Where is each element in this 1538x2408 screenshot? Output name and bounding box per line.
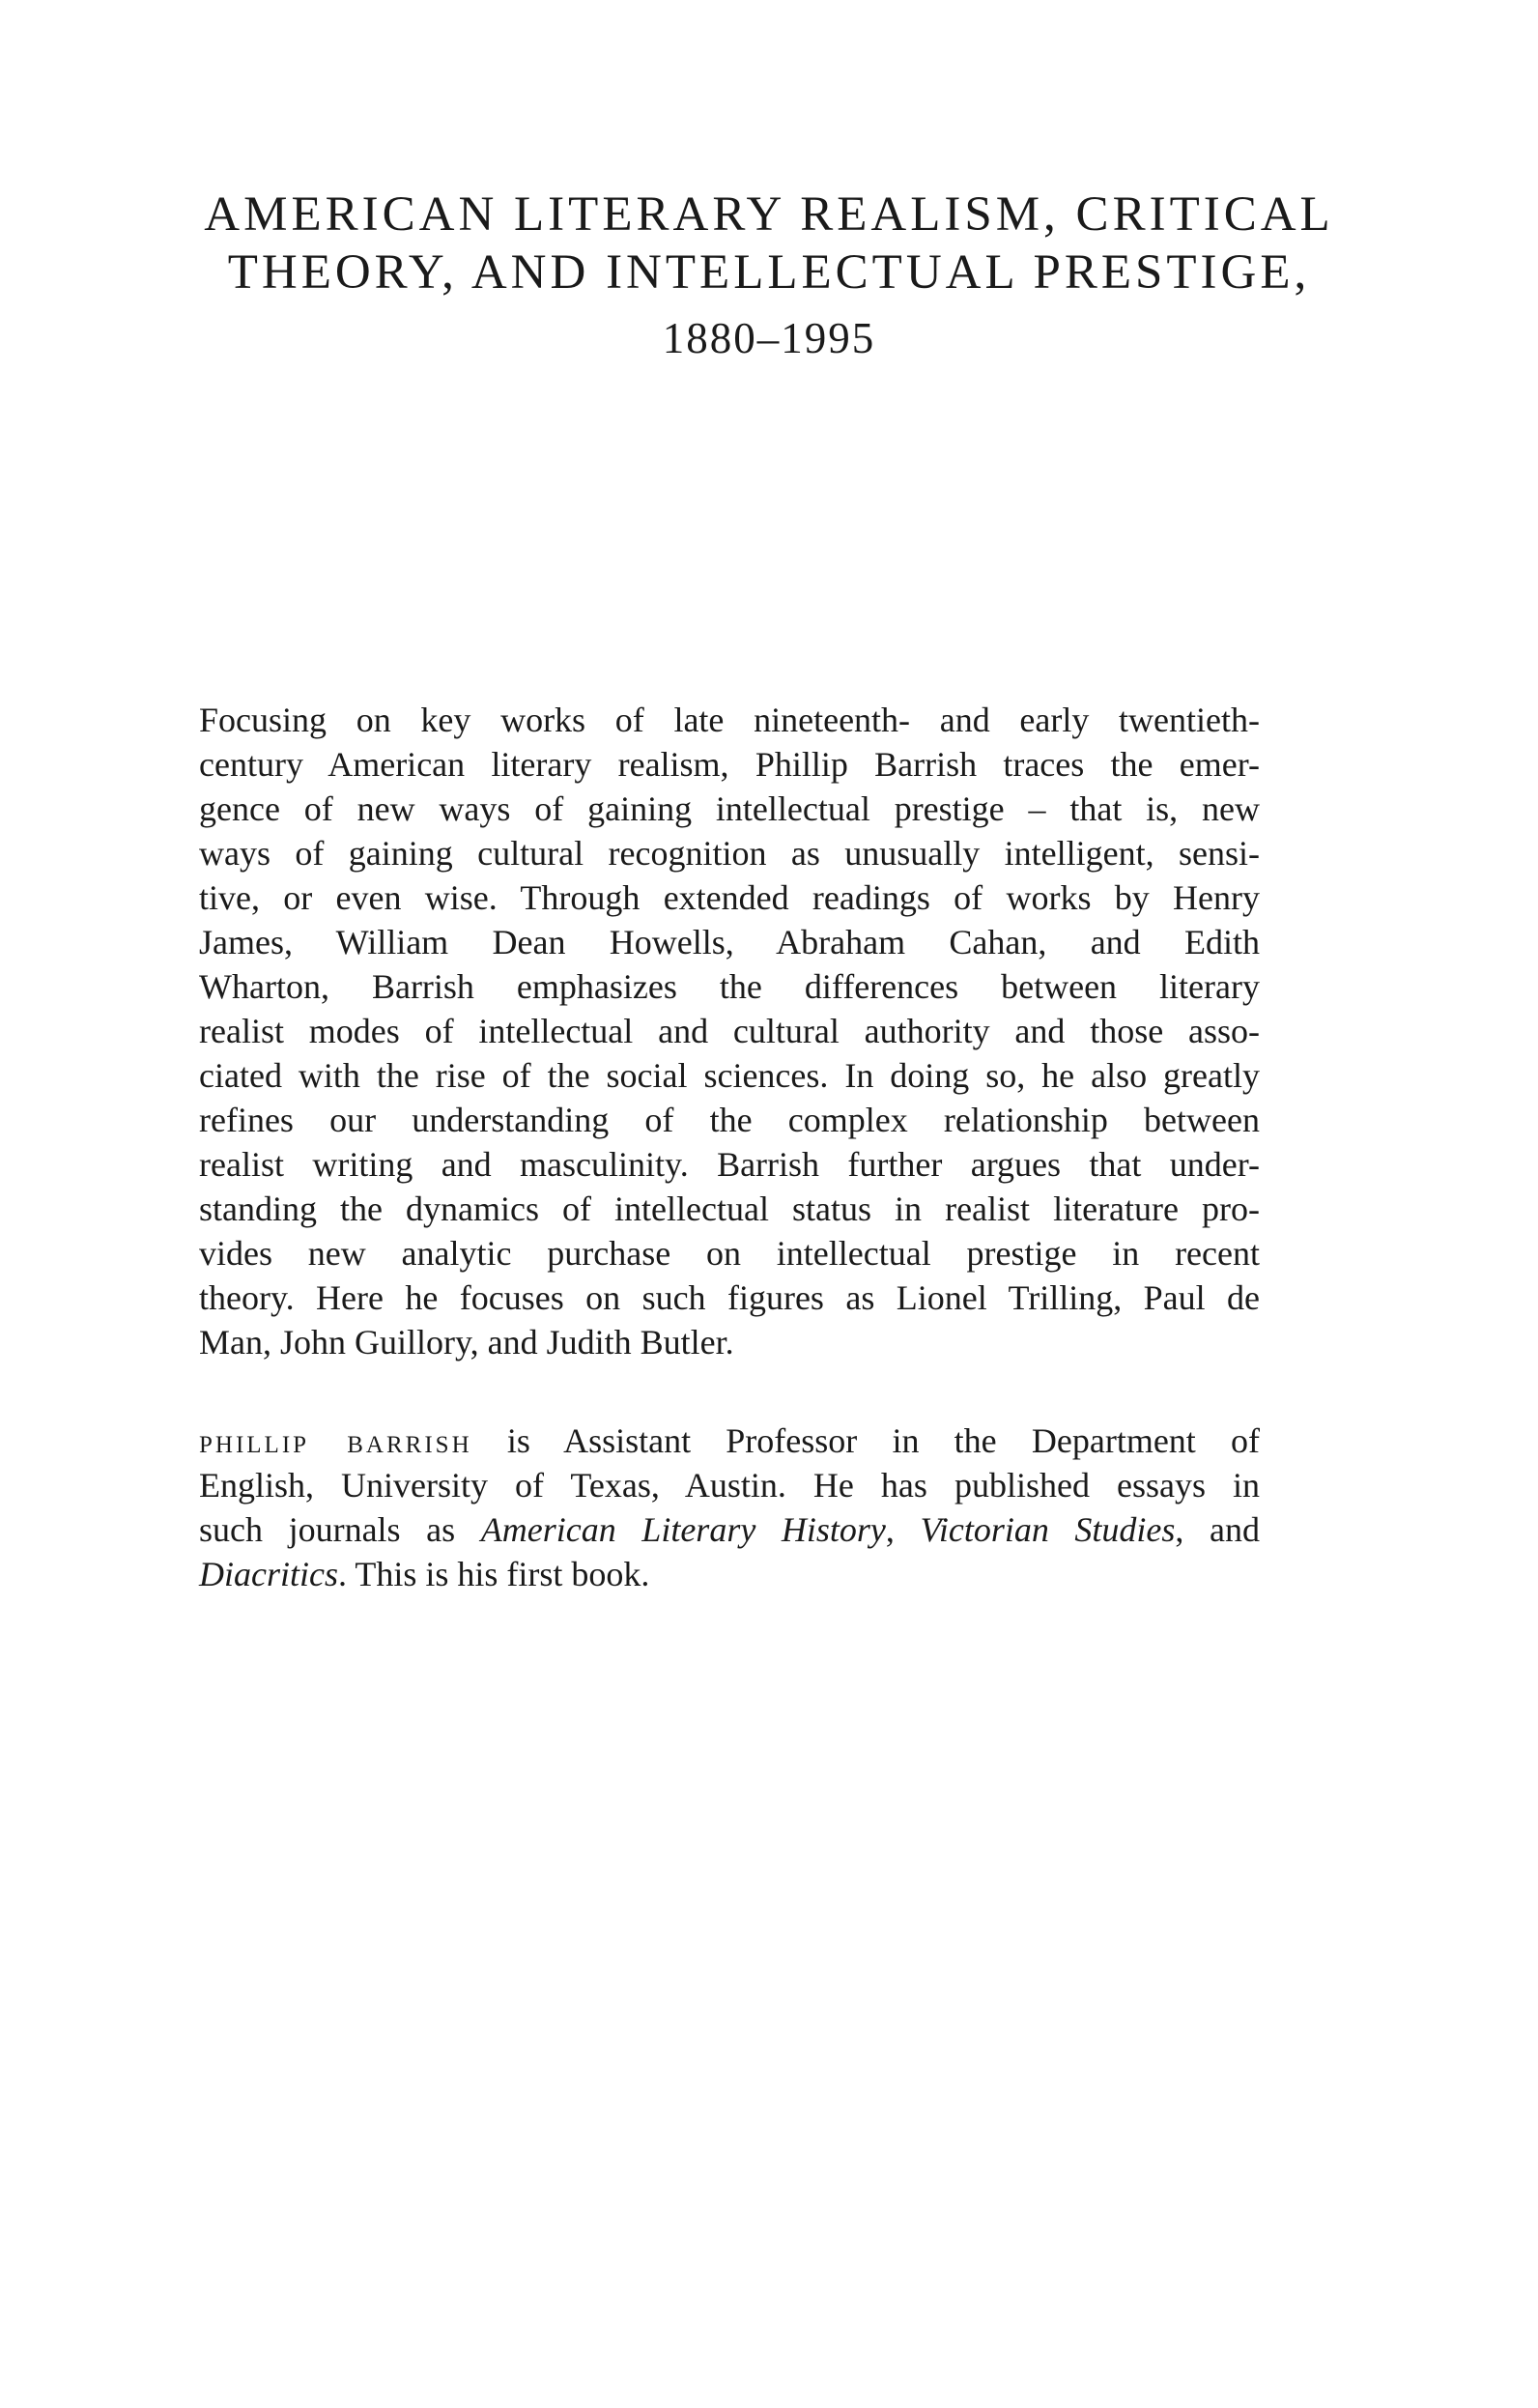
author-bio (199, 1419, 1260, 1596)
description-line: James, William Dean Howells, Abraham Cahan, and Edith (199, 923, 1260, 961)
title-line-1: AMERICAN LITERARY REALISM, CRITICAL (204, 187, 1334, 242)
journal-title: Diacritics (199, 1555, 338, 1593)
description-line: Wharton, Barrish emphasizes the differences between literary (199, 967, 1260, 1006)
description-line: century American literary realism, Phillip Barrish traces the emer- (199, 745, 1260, 784)
journal-title: Victorian Studies (920, 1510, 1176, 1549)
book-description (199, 698, 1260, 1364)
bio-line-4 (199, 1552, 1260, 1596)
bio-line-4-text: . This is his first book. (337, 1555, 650, 1593)
bio-line-2: English, University of Texas, Austin. He has published essays in (199, 1466, 1260, 1505)
description-line: gence of new ways of gaining intellectual prestige – that is, new (199, 789, 1260, 828)
description-line: vides new analytic purchase on intellectual prestige in recent (199, 1234, 1260, 1273)
bio-line-1-text: is Assistant Professor in the Department of (471, 1421, 1260, 1460)
author-name: phillip barrish (199, 1421, 472, 1460)
journal-title: American Literary History (480, 1510, 886, 1549)
description-line: refines our understanding of the complex relationship between (199, 1101, 1260, 1139)
description-line: ways of gaining cultural recognition as unusually intelligent, sensi- (199, 834, 1260, 873)
book-title (0, 186, 1538, 367)
description-line: realist writing and masculinity. Barrish further argues that under- (199, 1145, 1260, 1184)
description-line: ciated with the rise of the social sciences. In doing so, he also greatly (199, 1056, 1260, 1095)
separator: , and (1175, 1510, 1260, 1549)
title-line-2: THEORY, AND INTELLECTUAL PRESTIGE, (227, 245, 1311, 300)
description-line: standing the dynamics of intellectual status in realist literature pro- (199, 1190, 1260, 1228)
description-line: Focusing on key works of late nineteenth- and early twentieth- (199, 701, 1260, 739)
bio-line-3-text: such journals as (199, 1510, 481, 1549)
description-line: tive, or even wise. Through extended readings of works by Henry (199, 878, 1260, 917)
bio-line-1 (199, 1419, 1260, 1463)
title-years: 1880–1995 (662, 314, 876, 362)
description-line: theory. Here he focuses on such figures as Lionel Trilling, Paul de (199, 1278, 1260, 1317)
description-line: realist modes of intellectual and cultural authority and those asso- (199, 1012, 1260, 1050)
separator: , (885, 1510, 921, 1549)
bio-line-3 (199, 1507, 1260, 1552)
description-line: Man, John Guillory, and Judith Butler. (199, 1323, 734, 1362)
